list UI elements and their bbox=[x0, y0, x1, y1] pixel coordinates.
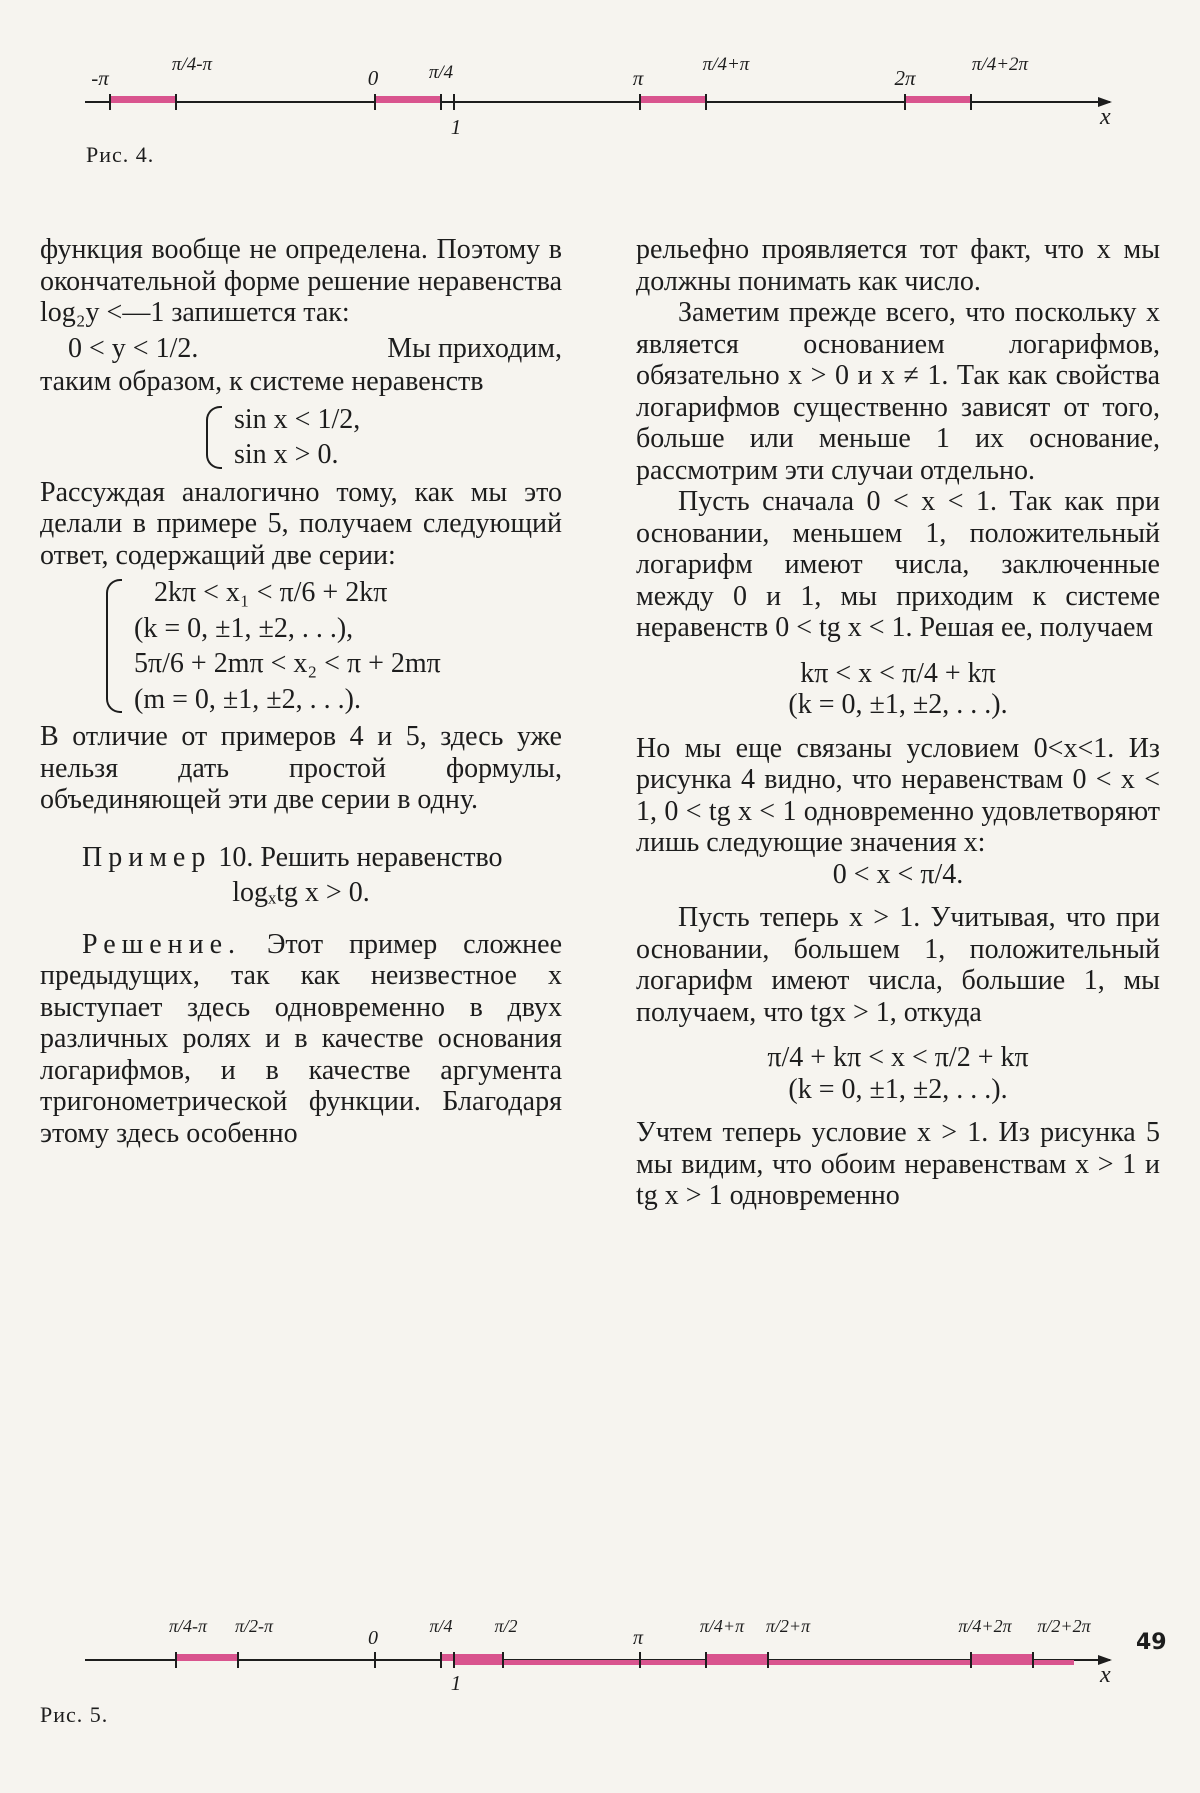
inequality-tail: Мы приходим, bbox=[387, 332, 562, 364]
right-column bbox=[636, 234, 1160, 1212]
interval-highlight bbox=[110, 96, 176, 103]
tick-label: π/2-π bbox=[234, 1616, 274, 1636]
paragraph: Пусть теперь x > 1. Учитывая, что при основании, большем 1, положительный логарифм имеют числа, большие 1, мы получаем, что tgx > 1, откуда bbox=[636, 902, 1160, 1028]
tick-label: π/4 bbox=[428, 62, 454, 83]
inequality-system-1 bbox=[200, 404, 562, 471]
tick-label: π/4+π bbox=[699, 1616, 745, 1636]
formula-1: kπ < x < π/4 + kπ bbox=[800, 657, 996, 689]
solution-label: Решение. bbox=[82, 928, 242, 960]
paragraph: рельефно проявляется тот факт, что x мы должны понимать как число. bbox=[636, 234, 1160, 297]
tick-label: 0 bbox=[368, 1627, 378, 1649]
tick-label: π bbox=[632, 66, 644, 90]
solution-ray bbox=[454, 1660, 1074, 1665]
inequality-system-2 bbox=[100, 577, 562, 715]
tick-label: π/2 bbox=[494, 1616, 518, 1636]
system-row: 2kπ < x₁ < π/6 + 2kπ bbox=[154, 577, 388, 608]
tick-label: 1 bbox=[450, 115, 462, 139]
figure-caption: Рис. 4. bbox=[86, 142, 155, 167]
solution-paragraph bbox=[40, 929, 562, 1150]
tick-label: π/4 bbox=[429, 1616, 453, 1636]
paragraph: В отличие от примеров 4 и 5, здесь уже нельзя дать простой формулы, объединяющей эти две серии в одну. bbox=[40, 721, 562, 815]
brace bbox=[206, 406, 222, 469]
tick-label: 0 bbox=[367, 66, 379, 90]
formula-2: π/4 + kπ < x < π/2 + kπ bbox=[767, 1042, 1029, 1073]
interval-highlight bbox=[971, 1654, 1033, 1661]
axis-label: x bbox=[1100, 1662, 1111, 1688]
tick-label: π/4+π bbox=[702, 54, 750, 75]
paragraph: Рассуждая аналогично тому, как мы это делали в примере 5, получаем следующий ответ, содержащий две серии: bbox=[40, 476, 562, 571]
interval-highlight bbox=[905, 96, 971, 103]
page-number: 49 bbox=[1136, 1630, 1167, 1655]
system-row: (k = 0, ±1, ±2, . . .), bbox=[134, 612, 354, 644]
system-row: sin x > 0. bbox=[234, 439, 339, 470]
brace bbox=[106, 579, 122, 713]
tick-label: π/4+2π bbox=[971, 54, 1029, 75]
formula-1-k-values: (k = 0, ±1, ±2, . . .). bbox=[788, 689, 1008, 720]
system-row: 5π/6 + 2mπ < x₂ < π + 2mπ bbox=[134, 648, 441, 679]
inequality-formula: 0 < y < 1/2. bbox=[68, 332, 199, 364]
example-heading bbox=[40, 842, 562, 874]
interval-highlight bbox=[375, 96, 441, 103]
left-column bbox=[40, 234, 562, 1149]
paragraph: таким образом, к системе неравенств bbox=[40, 366, 484, 397]
tick-label: π/4-π bbox=[171, 54, 213, 75]
solution-text: Этот пример сложнее предыдущих, так как неизвестное x выступает здесь одновременно в двух различных ролях и в качестве основания логарифмов, и в качестве аргумента тригонометрической функции. Благодаря этому здесь особенно bbox=[40, 928, 562, 1149]
example-text: 10. Решить неравенство bbox=[218, 841, 503, 873]
example-label: Пример bbox=[82, 841, 212, 873]
interval-highlight bbox=[706, 1654, 768, 1661]
tick-label: π/2+2π bbox=[1037, 1616, 1091, 1636]
tick-label: π/2+π bbox=[765, 1616, 811, 1636]
paragraph: Пусть сначала 0 < x < 1. Так как при основании, меньшем 1, положительный логарифм имеют числа, заключенные между 0 и 1, мы приходим к системе неравенств 0 < tg x < 1. Решая ее, получаем bbox=[636, 486, 1160, 643]
paragraph: функция вообще не определена. Поэтому в окончательной форме решение неравенства log₂y <—1 запишется так: bbox=[40, 234, 562, 328]
paragraph: Заметим прежде всего, что поскольку x является основанием логарифмов, обязательно x > 0 и x ≠ 1. Так как свойства логарифмов существенно зависят от того, больше или меньше 1 их основание, рассмотрим эти случаи отдельно. bbox=[636, 297, 1160, 486]
example-formula: logₓtg x > 0. bbox=[232, 877, 370, 908]
tick-label: -π bbox=[91, 66, 109, 90]
system-row: sin x < 1/2, bbox=[234, 403, 361, 435]
formula-condition: 0 < x < π/4. bbox=[832, 858, 964, 890]
interval-highlight bbox=[441, 1654, 503, 1661]
system-row: (m = 0, ±1, ±2, . . .). bbox=[134, 683, 361, 715]
tick-label: π/4+2π bbox=[958, 1616, 1012, 1636]
tick-label: π/4-π bbox=[168, 1616, 208, 1636]
interval-highlight bbox=[640, 96, 706, 103]
inequality-line bbox=[68, 333, 562, 365]
paragraph: Но мы еще связаны условием 0<x<1. Из рисунка 4 видно, что неравенствам 0 < x < 1, 0 < tg x < 1 одновременно удовлетворяют лишь следующие значения x: bbox=[636, 732, 1160, 858]
paragraph: Учтем теперь условие x > 1. Из рисунка 5 мы видим, что обоим неравенствам x > 1 и tg x > 1 одновременно bbox=[636, 1117, 1160, 1211]
axis-label: x bbox=[1100, 104, 1111, 130]
interval-highlight bbox=[176, 1654, 238, 1661]
figure-5 bbox=[0, 1580, 1200, 1750]
figure-5-number-line bbox=[0, 1580, 1200, 1730]
tick-label: π bbox=[632, 1627, 644, 1649]
tick-label: 1 bbox=[450, 1671, 462, 1695]
figure-4-number-line bbox=[0, 30, 1200, 155]
figure-4 bbox=[0, 30, 1200, 180]
figure-caption: Рис. 5. bbox=[40, 1702, 109, 1727]
tick-label: 2π bbox=[894, 66, 916, 90]
formula-2-k-values: (k = 0, ±1, ±2, . . .). bbox=[788, 1073, 1008, 1105]
